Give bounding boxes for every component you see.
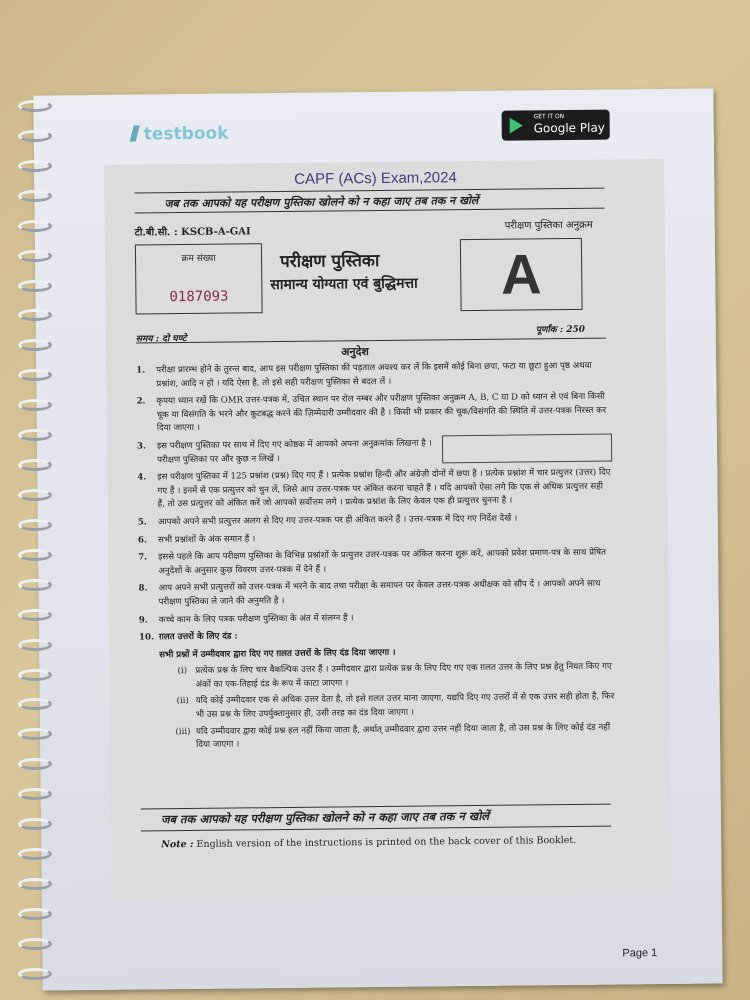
spiral-ring xyxy=(18,579,52,591)
item-number: 6. xyxy=(137,534,148,546)
testbook-logo-icon xyxy=(130,125,140,141)
penalty-text: यदि उम्मीदवार द्वारा कोई प्रश्न हल नहीं किया जाता है, अर्थात् उम्मीदवार द्वारा उत्तर नहीं दिया जाता है, तो उस प्रश्न के लिए कोई दंड नहीं दिया जाएगा । xyxy=(195,722,611,751)
spiral-ring xyxy=(18,728,52,740)
item-number: 10. xyxy=(138,632,155,643)
item-number: 7. xyxy=(138,552,148,563)
serial-number: 0187093 xyxy=(169,288,229,306)
item-text: कृपया ध्यान रखें कि OMR उत्तर-पत्रक में, उचित स्थान पर रोल नम्बर और परीक्षण पुस्तिका अनुक्रम A, B, C या D को ध्यान से एवं बिना किसी चूक या विसंगति के भरने और कूटबद्ध करने की ज़िम्मेदारी उम्मीदवार की है । किसी भी प्रकार की चूक/विसंगति की स्थिति में उत्तर-पत्रक निरस्त कर दिया जाएगा । xyxy=(156,391,607,434)
badge-small-text: GET IT ON xyxy=(533,113,565,121)
spiral-ring xyxy=(18,220,52,232)
item-text: सभी प्रश्नांशों के अंक समान हैं । xyxy=(157,533,256,545)
spiral-ring xyxy=(18,160,52,172)
spiral-ring xyxy=(18,280,52,292)
divider xyxy=(136,338,606,344)
penalty-number: (i) xyxy=(177,666,188,677)
google-play-badge[interactable] xyxy=(502,110,610,141)
item-number: 2. xyxy=(136,396,146,407)
cover-sheet xyxy=(104,159,672,900)
spiral-ring xyxy=(18,519,52,531)
item-text: आपको अपने सभी प्रत्युत्तर अलग से दिए गए उत्तर-पत्रक पर ही अंकित करने हैं । उत्तर-पत्रक में दिए गए निर्देश देखें । xyxy=(157,513,518,528)
item-number: 9. xyxy=(138,614,148,626)
serial-box xyxy=(135,243,263,314)
penalty-number: (ii) xyxy=(176,696,189,707)
note xyxy=(161,835,576,850)
instructions-list xyxy=(136,360,615,757)
item-text: परीक्षा प्रारम्भ होने के तुरन्त बाद, आप इस परीक्षण पुस्तिका की पड़ताल अवश्य कर लें कि इसमें कोई बिना छपा, फटा या छूटा हुआ पृष्ठ अथवा प्रश्नांश, आदि न हो । यदि ऐसा है, तो इसे सही परीक्षण पुस्तिका से बदल लें । xyxy=(156,360,592,389)
spiral-ring xyxy=(18,758,52,770)
bottom-warning: जब तक आपको यह परीक्षण पुस्तिका खोलने को न कहा जाए तब तक न खोलें xyxy=(160,808,490,827)
spiral-ring xyxy=(18,968,52,980)
instruction-item xyxy=(137,436,612,468)
item-text-with-box xyxy=(157,436,612,468)
spiral-ring xyxy=(18,698,52,710)
testbook-logo xyxy=(132,124,229,145)
spiral-ring xyxy=(18,848,52,860)
spiral-ring xyxy=(18,609,52,621)
top-warning: जब तक आपको यह परीक्षण पुस्तिका खोलने को न कहा जाए तब तक न खोलें xyxy=(164,193,479,211)
spiral-ring xyxy=(18,429,52,441)
spiral-binding xyxy=(18,100,58,980)
penalty-item xyxy=(169,661,614,693)
item-number: 3. xyxy=(136,441,147,452)
spiral-ring xyxy=(18,639,52,651)
penalty-text: यदि कोई उम्मीदवार एक से अधिक उत्तर देता है, तो इसे ग़लत उत्तर माना जाएगा, यद्यपि दिए गए उत्तरों में से एक उत्तर सही होता है, फिर भी उस प्रश्न के लिए उपर्युक्तानुसार ही, उसी तरह का दंड दिया जाएगा । xyxy=(195,692,615,720)
instruction-item xyxy=(139,609,614,628)
series-letter: A xyxy=(500,242,542,306)
item-text: इस परीक्षण पुस्तिका पर साथ में दिए गए कोष्ठक में आपको अपना अनुक्रमांक लिखना है । परीक्षण पुस्तिका पर और कुछ न लिखें । xyxy=(156,438,432,465)
booklet-title: परीक्षण पुस्तिका xyxy=(279,250,380,273)
spiral-ring xyxy=(18,190,52,202)
penalty-text: प्रत्येक प्रश्न के लिए चार वैकल्पिक उत्तर हैं । उम्मीदवार द्वारा प्रत्येक प्रश्न के लिए दिए गए एक ग़लत उत्तर के लिए प्रश्न हेतु नियत किए गए अंकों का एक-तिहाई दंड के रूप में काटा जाएगा । xyxy=(195,661,612,690)
item-number: 1. xyxy=(136,365,146,376)
booklet-page xyxy=(33,88,722,990)
paper-name: सामान्य योग्यता एवं बुद्धिमत्ता xyxy=(270,275,418,294)
item-number: 8. xyxy=(138,583,148,594)
spiral-ring xyxy=(18,669,52,681)
page-number: Page 1 xyxy=(622,947,658,960)
item-text: ग़लत उत्तरों के लिए दंड : xyxy=(158,631,238,643)
instruction-item xyxy=(136,391,611,437)
instruction-item xyxy=(138,578,613,610)
item-text: इससे पहले कि आप परीक्षण पुस्तिका के विभिन्न प्रश्नांशों के प्रत्युत्तर उत्तर-पत्रक पर अंकित करना शुरू करें, आपको प्रवेश प्रमाण-पत्र के साथ प्रेषित अनुदेशों के अनुसार कुछ विवरण उत्तर-पत्रक में देने हैं । xyxy=(158,547,607,577)
logo-text: testbook xyxy=(143,123,229,145)
instruction-item xyxy=(136,360,611,392)
instruction-item xyxy=(138,511,613,530)
instruction-item xyxy=(138,529,613,548)
spiral-ring xyxy=(18,250,52,262)
spiral-ring xyxy=(18,878,52,890)
item-text: इस परीक्षण पुस्तिका में 125 प्रश्नांश (प्रश्न) दिए गए हैं । प्रत्येक प्रश्नांश हिन्दी और अंग्रेज़ी दोनों में छपा है । प्रत्येक प्रश्नांश में चार प्रत्युत्तर (उत्तर) दिए गए हैं । इनमें से एक प्रत्युत्तर को चुन लें, जिसे आप उत्तर-पत्रक पर अंकित करना चाहते हैं । यदि आपको ऐसा लगे कि एक से अधिक प्रत्युत्तर सही हैं, तो उस प्रत्युत्तर को अंकित करें जो आपको सर्वोत्तम लगे । प्रत्येक प्रश्नांश के लिए केवल एक ही प्रत्युत्तर चुनना है । xyxy=(157,467,611,510)
spiral-ring xyxy=(18,938,52,950)
spiral-ring xyxy=(18,339,52,351)
divider xyxy=(134,188,604,194)
divider xyxy=(141,804,611,810)
item-number: 4. xyxy=(137,472,147,483)
spiral-ring xyxy=(18,549,52,561)
spiral-ring xyxy=(18,788,52,800)
play-icon xyxy=(510,117,523,133)
roll-number-box[interactable] xyxy=(442,434,612,464)
spiral-ring xyxy=(18,369,52,381)
sequence-label: परीक्षण पुस्तिका अनुक्रम xyxy=(504,219,593,232)
note-text: English version of the instructions is printed on the back cover of this Booklet. xyxy=(196,834,577,850)
instructions-heading: अनुदेश xyxy=(340,345,369,359)
instruction-item xyxy=(137,467,612,513)
serial-label: क्रम संख्या xyxy=(181,253,216,265)
badge-big-text: Google Play xyxy=(533,120,605,136)
spiral-ring xyxy=(18,309,52,321)
note-label: Note : xyxy=(161,838,194,851)
spiral-ring xyxy=(18,399,52,411)
item-number: 5. xyxy=(137,517,147,528)
spiral-ring xyxy=(18,489,52,501)
spiral-ring xyxy=(18,818,52,830)
item-text: कच्चे काम के लिए पत्रक परीक्षण पुस्तिका के अंत में संलग्न हैं । xyxy=(158,612,354,625)
exam-title: CAPF (ACs) Exam,2024 xyxy=(294,169,457,188)
item-text: आप अपने सभी प्रत्युत्तरों को उत्तर-पत्रक में भरने के बाद तथा परीक्षा के समापन पर केवल उत्तर-पत्रक अधीक्षक को सौंप दें । आपको अपने साथ परीक्षण पुस्तिका ले जाने की अनुमति है । xyxy=(158,578,601,608)
penalty-item xyxy=(170,691,615,723)
spiral-ring xyxy=(18,459,52,471)
instruction-item xyxy=(138,547,613,579)
penalty-item xyxy=(170,721,615,753)
instruction-item xyxy=(139,627,614,646)
tbc-code: टी.बी.सी. : KSCB-A-GAI xyxy=(134,226,251,239)
spiral-ring xyxy=(18,100,52,112)
penalty-intro: सभी प्रश्नों में उम्मीदवार द्वारा दिए गए ग़लत उत्तरों के लिए दंड दिया जाएगा । xyxy=(159,647,396,660)
penalty-number: (iii) xyxy=(175,726,191,737)
series-box xyxy=(460,238,583,311)
exam-time: समय : दो घण्टे xyxy=(135,333,187,345)
spiral-ring xyxy=(18,130,52,142)
max-marks: पूर्णांक : 250 xyxy=(535,324,586,336)
spiral-ring xyxy=(18,908,52,920)
